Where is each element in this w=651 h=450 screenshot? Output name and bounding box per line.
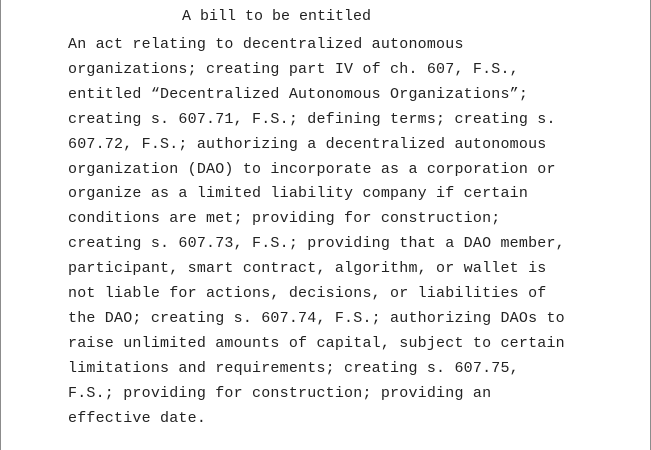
text-line: raise unlimited amounts of capital, subject to certain [68, 334, 565, 352]
text-line: effective date. [68, 409, 207, 427]
text-line: 607.72, F.S.; authorizing a decentralized autonomous [68, 135, 547, 153]
text-line: entitled “Decentralized Autonomous Organizations”; [68, 85, 529, 103]
text-line: organization (DAO) to incorporate as a corporation or [68, 160, 556, 178]
text-line: creating s. 607.73, F.S.; providing that a DAO member, [68, 235, 565, 253]
text-line: F.S.; providing for construction; providing an [68, 384, 492, 402]
text-line: organize as a limited liability company if certain [68, 185, 529, 203]
text-line: not liable for actions, decisions, or liabilities of [68, 285, 547, 303]
bill-heading: A bill to be entitled [181, 8, 372, 25]
bill-title-text [68, 33, 565, 432]
text-line: organizations; creating part IV of ch. 607, F.S., [68, 60, 519, 78]
text-line: the DAO; creating s. 607.74, F.S.; authorizing DAOs to [68, 309, 565, 327]
text-line: creating s. 607.71, F.S.; defining terms; creating s. [68, 110, 556, 128]
text-line: conditions are met; providing for construction; [68, 210, 501, 228]
text-line: participant, smart contract, algorithm, or wallet is [68, 260, 547, 278]
text-line: An act relating to decentralized autonomous [68, 36, 464, 53]
text-line: limitations and requirements; creating s. 607.75, [68, 359, 519, 377]
